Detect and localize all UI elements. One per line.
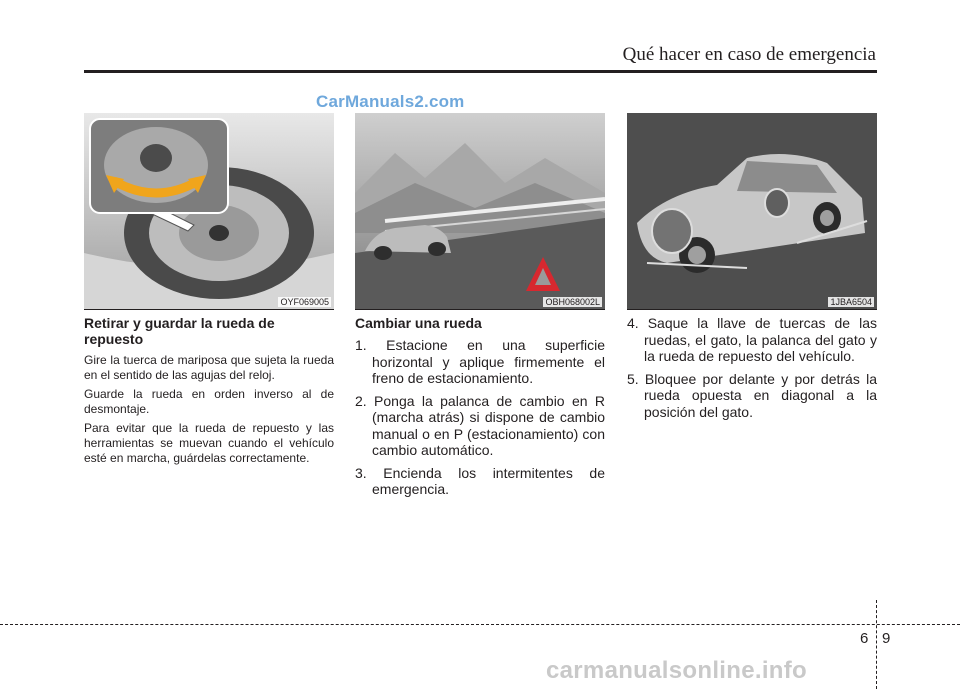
roadside-illustration bbox=[355, 113, 605, 309]
figure-roadside bbox=[355, 113, 605, 309]
section-title: Qué hacer en caso de emergencia bbox=[622, 44, 876, 65]
footer-rule bbox=[0, 624, 960, 625]
watermark-link[interactable]: CarManuals2.com bbox=[316, 92, 465, 111]
spare-wheel-illustration bbox=[84, 113, 334, 309]
figure-rule bbox=[355, 309, 605, 310]
section-heading: Cambiar una rueda bbox=[355, 315, 482, 331]
footer-watermark: carmanualsonline.info bbox=[546, 657, 808, 684]
chapter-number: 6 bbox=[860, 630, 869, 647]
steps-list bbox=[355, 337, 605, 498]
list-item: 5. Bloquee por delante y por detrás la rueda opuesta en diagonal a la posición del gato. bbox=[627, 370, 877, 420]
figure-code: OYF069005 bbox=[280, 297, 329, 307]
list-item: 2. Ponga la palanca de cambio en R (marcha atrás) si dispone de cambio manual o en P (estacionamiento) con cambio automático. bbox=[355, 392, 605, 458]
figure-spare-wheel bbox=[84, 113, 334, 309]
page-number: 9 bbox=[882, 630, 891, 647]
figure-car-tools bbox=[627, 113, 877, 309]
section-heading: Retirar y guardar la rueda de repuesto bbox=[84, 315, 275, 347]
list-item: 4. Saque la llave de tuercas de las ruedas, el gato, la palanca del gato y la rueda de repuesto del vehículo. bbox=[627, 315, 877, 364]
steps-list bbox=[627, 315, 877, 420]
car-tools-illustration bbox=[627, 113, 877, 309]
figure-code: 1JBA6504 bbox=[830, 297, 872, 307]
figure-rule bbox=[84, 309, 334, 310]
paragraph: Para evitar que la rueda de repuesto y las herramientas se muevan cuando el vehículo esté en marcha, guárdelas correctamente. bbox=[84, 421, 334, 465]
footer-divider bbox=[876, 600, 877, 689]
paragraph: Guarde la rueda en orden inverso al de desmontaje. bbox=[84, 387, 334, 416]
header-rule bbox=[84, 70, 877, 73]
change-wheel-continued bbox=[627, 315, 877, 426]
figure-rule bbox=[627, 309, 877, 310]
spare-wheel-section bbox=[84, 315, 334, 470]
paragraph: Gire la tuerca de mariposa que sujeta la rueda en el sentido de las agujas del reloj. bbox=[84, 353, 334, 382]
change-wheel-section bbox=[355, 315, 605, 504]
figure-code: OBH068002L bbox=[545, 297, 600, 307]
list-item: 1. Estacione en una superficie horizontal y aplique firmemente el freno de estacionamiento. bbox=[355, 337, 605, 386]
list-item: 3. Encienda los intermitentes de emergencia. bbox=[355, 464, 605, 497]
